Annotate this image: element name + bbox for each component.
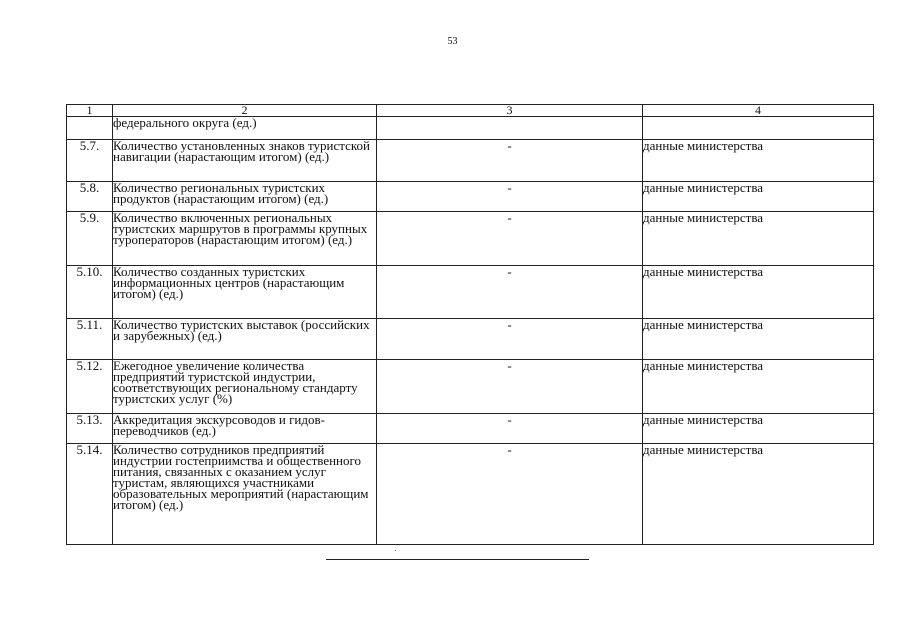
header-cell-2: 2	[113, 105, 377, 117]
indicator-value: -	[377, 212, 643, 266]
indicator-value: -	[377, 360, 643, 414]
indicator-name: Аккредитация экскурсоводов и гидов-переводчиков (ед.)	[113, 414, 377, 444]
indicator-source: данные министерства	[643, 182, 874, 212]
table-row-continuation	[67, 117, 874, 140]
table-row	[67, 319, 874, 360]
indicators-table	[66, 104, 874, 545]
row-number: 5.10.	[67, 266, 113, 319]
indicator-source: данные министерства	[643, 266, 874, 319]
footer-rule	[326, 559, 589, 560]
indicator-name: Количество созданных туристских информационных центров (нарастающим итогом) (ед.)	[113, 266, 377, 319]
row-number: 5.13.	[67, 414, 113, 444]
row-number: 5.9.	[67, 212, 113, 266]
indicator-name: Количество сотрудников предприятий индустрии гостеприимства и общественного питания, связанных с оказанием услуг туристам, являющихся участниками образовательных мероприятий (нарастающим итогом) (ед.)	[113, 444, 377, 545]
row-number: 5.7.	[67, 140, 113, 182]
header-cell-4: 4	[643, 105, 874, 117]
indicator-name: Ежегодное увеличение количества предприятий туристской индустрии, соответствующих региональному стандарту туристских услуг (%)	[113, 360, 377, 414]
indicator-source: данные министерства	[643, 414, 874, 444]
table-row	[67, 266, 874, 319]
header-cell-3: 3	[377, 105, 643, 117]
table-row	[67, 212, 874, 266]
row-number: 5.11.	[67, 319, 113, 360]
indicator-source: данные министерства	[643, 360, 874, 414]
table-row	[67, 140, 874, 182]
indicator-name: федерального округа (ед.)	[113, 117, 377, 140]
scan-speck	[395, 550, 396, 551]
indicator-value	[377, 117, 643, 140]
indicator-name: Количество региональных туристских продуктов (нарастающим итогом) (ед.)	[113, 182, 377, 212]
page-number: 53	[447, 36, 458, 47]
indicator-name: Количество включенных региональных туристских маршрутов в программы крупных туроператоров (нарастающим итогом) (ед.)	[113, 212, 377, 266]
row-number: 5.8.	[67, 182, 113, 212]
indicator-source	[643, 117, 874, 140]
indicator-source: данные министерства	[643, 140, 874, 182]
indicator-value: -	[377, 266, 643, 319]
table-row	[67, 414, 874, 444]
indicator-name: Количество туристских выставок (российских и зарубежных) (ед.)	[113, 319, 377, 360]
indicator-value: -	[377, 444, 643, 545]
header-cell-1: 1	[67, 105, 113, 117]
indicator-value: -	[377, 319, 643, 360]
indicator-value: -	[377, 414, 643, 444]
row-number: 5.12.	[67, 360, 113, 414]
row-number: 5.14.	[67, 444, 113, 545]
table-row	[67, 444, 874, 545]
table-row	[67, 360, 874, 414]
indicator-source: данные министерства	[643, 212, 874, 266]
indicator-value: -	[377, 140, 643, 182]
table-row	[67, 182, 874, 212]
indicator-value: -	[377, 182, 643, 212]
indicator-source: данные министерства	[643, 319, 874, 360]
row-number	[67, 117, 113, 140]
indicator-source: данные министерства	[643, 444, 874, 545]
indicator-name: Количество установленных знаков туристской навигации (нарастающим итогом) (ед.)	[113, 140, 377, 182]
